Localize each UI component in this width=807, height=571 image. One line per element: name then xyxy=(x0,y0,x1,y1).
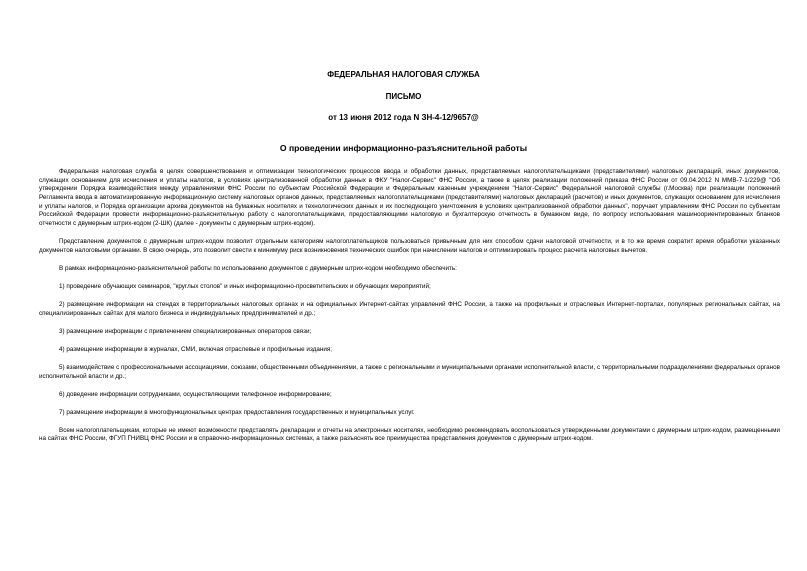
list-item: 3) размещение информации с привлечением специализированных операторов связи; xyxy=(59,328,312,336)
document-body xyxy=(39,168,780,453)
org-name: ФЕДЕРАЛЬНАЯ НАЛОГОВАЯ СЛУЖБА xyxy=(327,70,480,79)
paragraph-benefits: Представление документов с двумерным штрих-кодом позволит отдельным категориям налогоплательщиков пользоваться привычным для них способом сдачи налоговой отчетности, и в то же время сократит время обработки указанных документов налоговыми органами. В свою очередь, это позволит свести к минимуму риск возникновения технических ошибок при начислении налогов и оптимизировать процесс расчета налоговых вычетов. xyxy=(39,238,780,255)
document-date-number: от 13 июня 2012 года N ЗН-4-12/9657@ xyxy=(328,113,479,122)
list-item: 1) проведение обучающих семинаров, "круглых столов" и иных информационно-просветительских и обучающих мероприятий; xyxy=(59,283,431,291)
document-type: ПИСЬМО xyxy=(385,92,422,101)
paragraph-intro: Федеральная налоговая служба в целях совершенствования и оптимизации технологических процессов ввода и обработки данных, представляемых налогоплательщиками (представителями) налоговых деклараций, иных документов, служащих основанием для исчисления и уплаты налогов, в условиях централизованной обработки данных в ФКУ "Налог-Сервис" ФНС России, а также в целях реализации положений приказа ФНС России от 09.04.2012 N ММВ-7-1/229@ "Об утверждении Порядка взаимодействия между управлениями ФНС России по субъектам Российской Федерации и Федеральным казенным учреждением "Налог-Сервис" Федеральной налоговой службы (г.Москва) при реализации положений Регламента ввода в автоматизированную информационную систему налоговых органов данных, представляемых налогоплательщиками (представителями) налоговых деклараций (расчетов) и иных документов, служащих основанием для исчисления и уплаты налогов, и Порядка организации архива документов на бумажных носителях и технологических данных и их последующего уничтожения в условиях централизованной обработки данных", поручает управлениям ФНС России по субъектам Российской Федерации провести информационно-разъяснительную работу с налогоплательщиками, предоставляющими налоговую и бухгалтерскую отчетность в бумажном виде, по вопросу использования машиноориентированных бланков отчетности с двумерным штрих-кодом (2-ШК) (далее - документы с двумерным штрих-кодом). xyxy=(39,168,780,228)
paragraph-recommendation: Всем налогоплательщикам, которые не имеют возможности представлять декларации и отчеты на электронных носителях, необходимо рекомендовать воспользоваться утвержденными документами с двумерным штрих-кодом, размещенными на сайтах ФНС России, ФГУП ГНИВЦ ФНС России и в справочно-информационных системах, а также разъяснять все преимущества представления документов с двумерным штрих-кодом. xyxy=(39,426,780,443)
paragraph-requirements: В рамках информационно-разъяснительной работы по использованию документов с двумерным штрих-кодом необходимо обеспечить: xyxy=(59,265,457,273)
document-subject: О проведении информационно-разъяснительной работы xyxy=(279,143,528,153)
list-item: 6) доведение информации сотрудниками, осуществляющими телефонное информирование; xyxy=(59,390,332,398)
list-item: 4) размещение информации в журналах, СМИ, включая отраслевые и профильные издания; xyxy=(59,346,333,353)
list-item: 5) взаимодействие с профессиональными ассоциациями, союзами, общественными объединениями, а также с региональными и муниципальными органами исполнительной власти, с территориальными подразделениями федеральных органов исполнительной власти и др.; xyxy=(39,363,780,380)
list-item: 2) размещение информации на стендах в территориальных налоговых органах и на официальных Интернет-сайтах управлений ФНС России, а также на профильных и отраслевых Интернет-порталах, популярных региональных сайтах, на специализированных сайтах для малого бизнеса и индивидуальных предпринимателей и др.; xyxy=(39,301,780,318)
list-item: 7) размещение информации в многофункциональных центрах предоставления государственных и муниципальных услуг. xyxy=(59,408,415,416)
